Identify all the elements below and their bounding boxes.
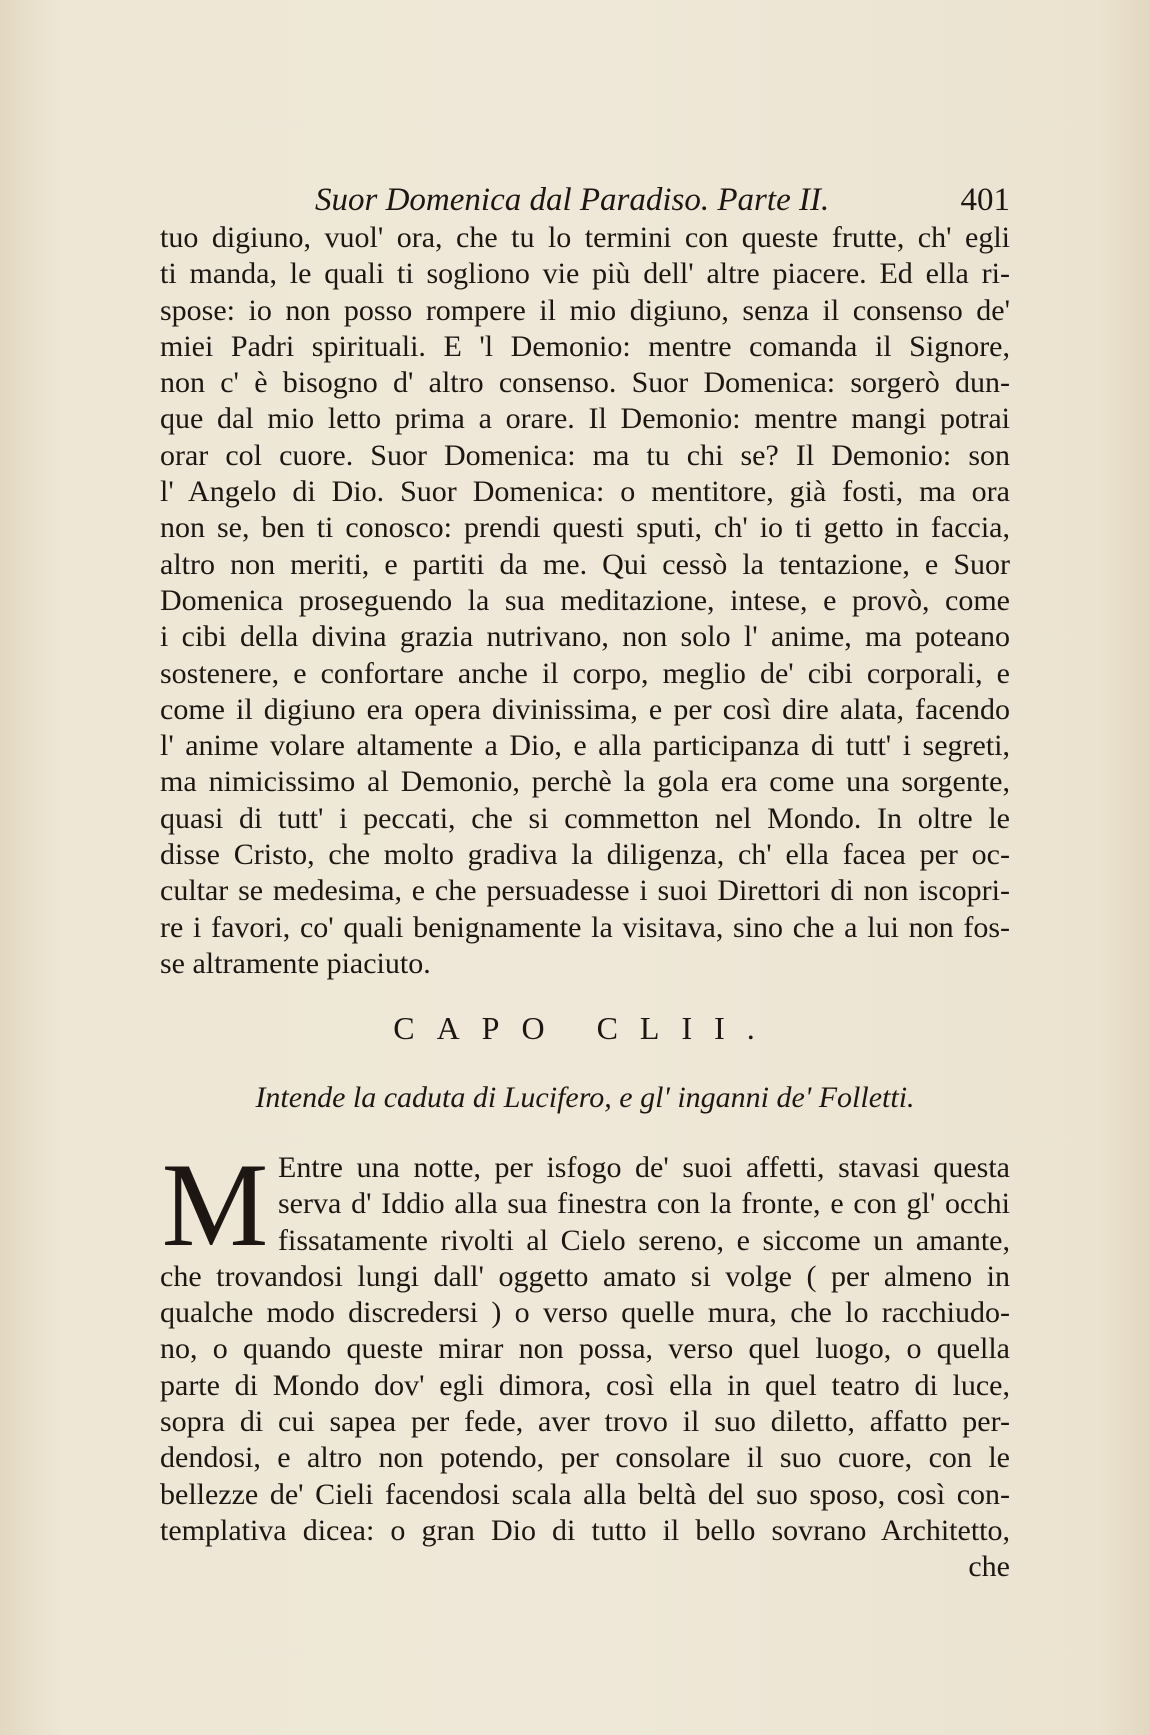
text-line: altro non meriti, e partiti da me. Qui cessò la tentazione, e Suor [160, 547, 1010, 581]
running-title: Suor Domenica dal Paradiso. Parte II. [315, 182, 830, 218]
text-line: serva d' Iddio alla sua finestra con la fronte, e con gl' occhi [278, 1187, 1010, 1221]
text-line: bellezze de' Cieli facendosi scala alla beltà del suo sposo, così con- [160, 1477, 1010, 1511]
text-line: quasi di tutt' i peccati, che si commetton nel Mondo. In oltre le [160, 801, 1010, 835]
text-line: i cibi della divina grazia nutrivano, non solo l' anime, ma poteano [160, 620, 1010, 654]
text-line: ma nimicissimo al Demonio, perchè la gola era come una sorgente, [160, 765, 1010, 799]
text-line: dendosi, e altro non potendo, per consolare il suo cuore, con le [160, 1441, 1010, 1475]
page-header [160, 182, 1010, 222]
text-line: re i favori, co' quali benignamente la visitava, sino che a lui non fos- [160, 910, 1010, 944]
text-line: miei Padri spirituali. E 'l Demonio: mentre comanda il Signore, [160, 329, 1010, 363]
text-line: disse Cristo, che molto gradiva la diligenza, ch' ella facea per oc- [160, 838, 1010, 872]
text-line: tuo digiuno, vuol' ora, che tu lo termini con queste frutte, ch' egli [160, 221, 1010, 254]
text-line: non c' è bisogno d' altro consenso. Suor Domenica: sorgerò dun- [160, 366, 1010, 400]
paragraph-1 [160, 220, 1010, 982]
text-line: spose: io non posso rompere il mio digiuno, senza il consenso de' [160, 293, 1010, 327]
text-line: sostenere, e confortare anche il corpo, meglio de' cibi corporali, e [160, 656, 1010, 690]
text-line: qualche modo discredersi ) o verso quelle mura, che lo racchiudo- [160, 1296, 1010, 1330]
text-line: templativa dicea: o gran Dio di tutto il bello sovrano Architetto, [160, 1513, 1010, 1547]
text-line: sopra di cui sapea per fede, aver trovo il suo diletto, affatto per- [160, 1405, 1010, 1439]
text-line: parte di Mondo dov' egli dimora, così ella in quel teatro di luce, [160, 1368, 1010, 1402]
text-line: l' anime volare altamente a Dio, e alla participanza di tutt' i segreti, [160, 729, 1010, 763]
text-line: cultar se medesima, e che persuadesse i suoi Direttori di non iscopri- [160, 874, 1010, 908]
text-line: se altramente piaciuto. [160, 946, 431, 980]
text-line: che trovandosi lungi dall' oggetto amato si volge ( per almeno in [160, 1259, 1010, 1293]
text-line: ti manda, le quali ti sogliono vie più dell' altre piacere. Ed ella ri- [160, 257, 1010, 291]
text-line: Domenica proseguendo la sua meditazione, intese, e provò, come [160, 583, 1010, 617]
text-line: non se, ben ti conosco: prendi questi sputi, ch' io ti getto in faccia, [160, 511, 1010, 545]
text-line: fissatamente rivolti al Cielo sereno, e siccome un amante, [278, 1223, 1010, 1257]
text-line: l' Angelo di Dio. Suor Domenica: o mentitore, già fosti, ma ora [160, 475, 1010, 509]
drop-cap: M [161, 1138, 269, 1271]
paragraph-2 [160, 1138, 1010, 1549]
text-line: Entre una notte, per isfogo de' suoi affetti, stavasi questa [278, 1151, 1010, 1184]
text-line: come il digiuno era opera divinissima, e per così dire alata, facendo [160, 692, 1010, 726]
text-line: que dal mio letto prima a orare. Il Demonio: mentre mangi potrai [160, 402, 1010, 436]
text-line: no, o quando queste mirar non possa, verso quel luogo, o quella [160, 1332, 1010, 1366]
text-line: orar col cuore. Suor Domenica: ma tu chi se? Il Demonio: son [160, 438, 1010, 472]
chapter-heading: CAPO CLII. [393, 1010, 777, 1046]
page-number: 401 [960, 182, 1010, 218]
chapter-subtitle: Intende la caduta di Lucifero, e gl' inganni de' Folletti. [255, 1081, 915, 1114]
catchword: che [968, 1550, 1010, 1583]
